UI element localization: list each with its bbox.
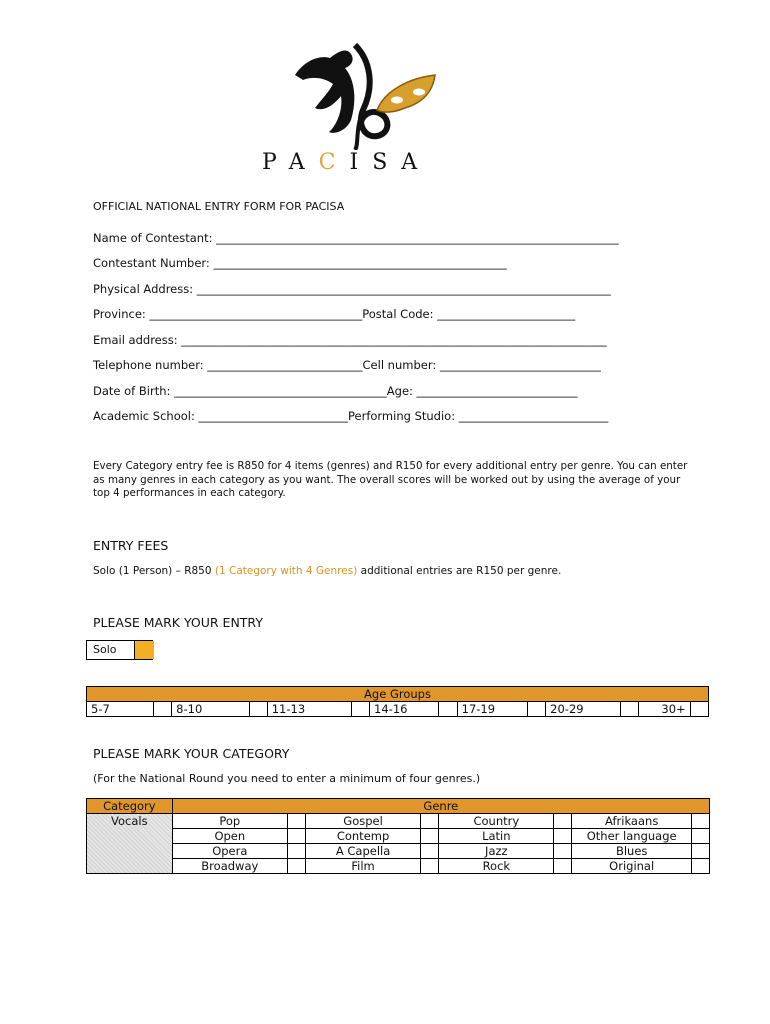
genre-checkbox[interactable] bbox=[287, 859, 305, 874]
age-group-checkbox[interactable] bbox=[153, 702, 171, 717]
age-group-label: 30+ bbox=[639, 702, 690, 717]
email-field[interactable]: Email address: __________________________________________________________________________ bbox=[93, 333, 607, 347]
age-group-label: 20-29 bbox=[546, 702, 621, 717]
age-group-label: 5-7 bbox=[87, 702, 154, 717]
age-group-label: 14-16 bbox=[370, 702, 439, 717]
fees-line bbox=[93, 565, 561, 577]
age-group-checkbox[interactable] bbox=[439, 702, 457, 717]
contestant-number-field[interactable]: Contestant Number: ___________________________________________________ bbox=[93, 256, 507, 270]
province-postal-field[interactable]: Province: _____________________________________Postal Code: ________________________ bbox=[93, 307, 576, 321]
category-table bbox=[86, 798, 710, 874]
fees-suffix: additional entries are R150 per genre. bbox=[357, 565, 562, 577]
age-group-checkbox[interactable] bbox=[249, 702, 267, 717]
genre-checkbox[interactable] bbox=[554, 844, 572, 859]
genre-label: Jazz bbox=[439, 844, 554, 859]
brand-right: ISA bbox=[349, 150, 432, 175]
genre-checkbox[interactable] bbox=[691, 814, 709, 829]
solo-label: Solo bbox=[93, 643, 117, 656]
age-group-label: 17-19 bbox=[457, 702, 527, 717]
brand-wordmark bbox=[262, 150, 492, 175]
fee-info-paragraph: Every Category entry fee is R850 for 4 items (genres) and R150 for every additional entry per genre. You can enter as many genres in each category as you want. The overall scores will be worked out by using the average of your top 4 performances in each category. bbox=[93, 460, 688, 499]
genre-label: Open bbox=[172, 829, 287, 844]
genre-label: Contemp bbox=[305, 829, 420, 844]
age-group-checkbox[interactable] bbox=[351, 702, 369, 717]
genre-checkbox[interactable] bbox=[421, 844, 439, 859]
genre-checkbox[interactable] bbox=[287, 844, 305, 859]
age-group-label: 11-13 bbox=[267, 702, 351, 717]
genre-label: Gospel bbox=[305, 814, 420, 829]
category-note: (For the National Round you need to enter a minimum of four genres.) bbox=[93, 772, 481, 785]
fees-highlight: (1 Category with 4 Genres) bbox=[214, 565, 358, 577]
age-groups-header: Age Groups bbox=[87, 687, 709, 702]
genre-checkbox[interactable] bbox=[554, 829, 572, 844]
genre-checkbox[interactable] bbox=[691, 859, 709, 874]
genre-label: Opera bbox=[172, 844, 287, 859]
dancer-clef-mask-icon bbox=[285, 40, 485, 150]
age-groups-table bbox=[86, 686, 709, 717]
genre-label: Broadway bbox=[172, 859, 287, 874]
solo-entry-box bbox=[86, 640, 153, 660]
fees-prefix: Solo (1 Person) – R850 bbox=[93, 565, 215, 577]
genre-label: A Capella bbox=[305, 844, 420, 859]
age-group-label: 8-10 bbox=[172, 702, 249, 717]
genre-column-header: Genre bbox=[172, 799, 709, 814]
genre-checkbox[interactable] bbox=[691, 829, 709, 844]
entry-fees-heading: ENTRY FEES bbox=[93, 538, 169, 553]
telephone-cell-field[interactable]: Telephone number: ___________________________Cell number: ____________________________ bbox=[93, 358, 601, 372]
mark-entry-heading: PLEASE MARK YOUR ENTRY bbox=[93, 615, 263, 630]
genre-label: Pop bbox=[172, 814, 287, 829]
age-group-checkbox[interactable] bbox=[527, 702, 545, 717]
age-group-checkbox[interactable] bbox=[621, 702, 639, 717]
name-field[interactable]: Name of Contestant: ______________________________________________________________________ bbox=[93, 231, 619, 245]
genre-checkbox[interactable] bbox=[421, 829, 439, 844]
physical-address-field[interactable]: Physical Address: ________________________________________________________________________ bbox=[93, 282, 611, 296]
genre-checkbox[interactable] bbox=[287, 814, 305, 829]
mark-category-heading: PLEASE MARK YOUR CATEGORY bbox=[93, 746, 290, 761]
form-title: OFFICIAL NATIONAL ENTRY FORM FOR PACISA bbox=[93, 200, 345, 213]
genre-checkbox[interactable] bbox=[554, 814, 572, 829]
genre-checkbox[interactable] bbox=[691, 844, 709, 859]
genre-label: Latin bbox=[439, 829, 554, 844]
genre-label: Blues bbox=[572, 844, 692, 859]
genre-checkbox[interactable] bbox=[287, 829, 305, 844]
genre-label: Other language bbox=[572, 829, 692, 844]
genre-label: Original bbox=[572, 859, 692, 874]
genre-checkbox[interactable] bbox=[554, 859, 572, 874]
age-group-checkbox[interactable] bbox=[690, 702, 708, 717]
genre-checkbox[interactable] bbox=[421, 859, 439, 874]
genre-label: Country bbox=[439, 814, 554, 829]
genre-label: Film bbox=[305, 859, 420, 874]
dob-age-field[interactable]: Date of Birth: _____________________________________Age: ____________________________ bbox=[93, 384, 578, 398]
category-column-header: Category bbox=[87, 799, 173, 814]
genre-label: Afrikaans bbox=[572, 814, 692, 829]
genre-label: Rock bbox=[439, 859, 554, 874]
school-studio-field[interactable]: Academic School: __________________________Performing Studio: __________________________ bbox=[93, 409, 609, 423]
solo-checkbox[interactable] bbox=[134, 641, 154, 659]
category-vocals: Vocals bbox=[87, 814, 173, 874]
genre-checkbox[interactable] bbox=[421, 814, 439, 829]
brand-left: PA bbox=[262, 150, 319, 175]
brand-o: C bbox=[318, 150, 350, 175]
